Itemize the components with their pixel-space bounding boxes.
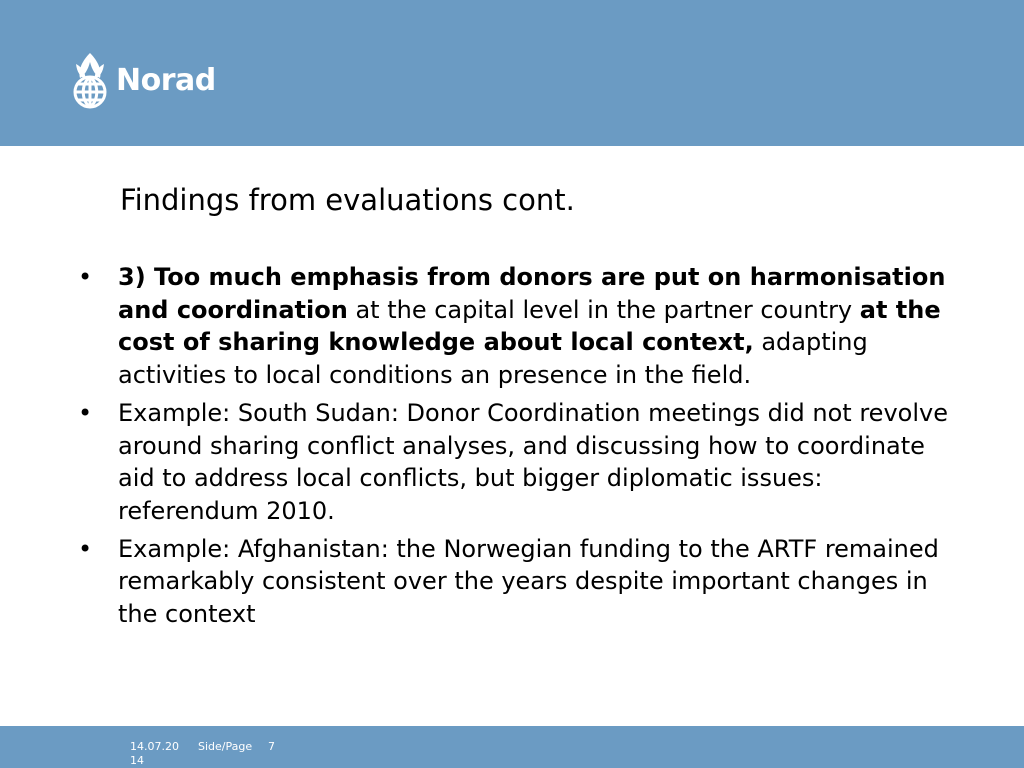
bullet-segment: at the capital level in the partner country <box>347 295 860 324</box>
logo-wordmark: Norad <box>116 63 216 98</box>
bullet-item-3 <box>78 533 958 631</box>
bullet-bold-segment: 3) Too much emphasis from donors are put on harmonisation and coordination <box>118 263 946 324</box>
bullet-segment: Example: South Sudan: Donor Coordination meetings did not revolve around sharing conflict analyses, and discussing how to coordinate aid to address local conflicts, but bigger diplomatic issues: referendum 2010. <box>118 398 948 525</box>
footer-date-line2: 14 <box>130 754 144 767</box>
bullet-marker: • <box>78 263 93 291</box>
norad-logo <box>72 51 216 111</box>
bullet-marker: • <box>78 398 93 427</box>
bullet-text <box>118 535 939 628</box>
footer-bar <box>0 726 1024 768</box>
slide-title: Findings from evaluations cont. <box>120 183 575 217</box>
footer-date: 14.07.20 <box>130 740 179 753</box>
bullet-segment: adapting activities to local conditions an presence in the field. <box>118 328 868 390</box>
bullet-item-2 <box>78 397 958 528</box>
bullet-segment: Example: Afghanistan: the Norwegian funding to the ARTF remained remarkably consistent over the years despite important changes in the context <box>118 534 939 629</box>
header-bar <box>0 0 1024 146</box>
bullet-list <box>78 261 958 636</box>
bullet-item-1 <box>78 261 958 392</box>
footer-page-number: 7 <box>268 740 275 753</box>
footer-page-label: Side/Page <box>198 740 253 753</box>
bullet-bold-segment: at the cost of sharing knowledge about local context, <box>118 295 941 357</box>
bullet-text <box>118 263 945 389</box>
bullet-text <box>118 399 948 525</box>
globe-leaf-icon <box>72 52 108 110</box>
bullet-marker: • <box>78 534 93 563</box>
